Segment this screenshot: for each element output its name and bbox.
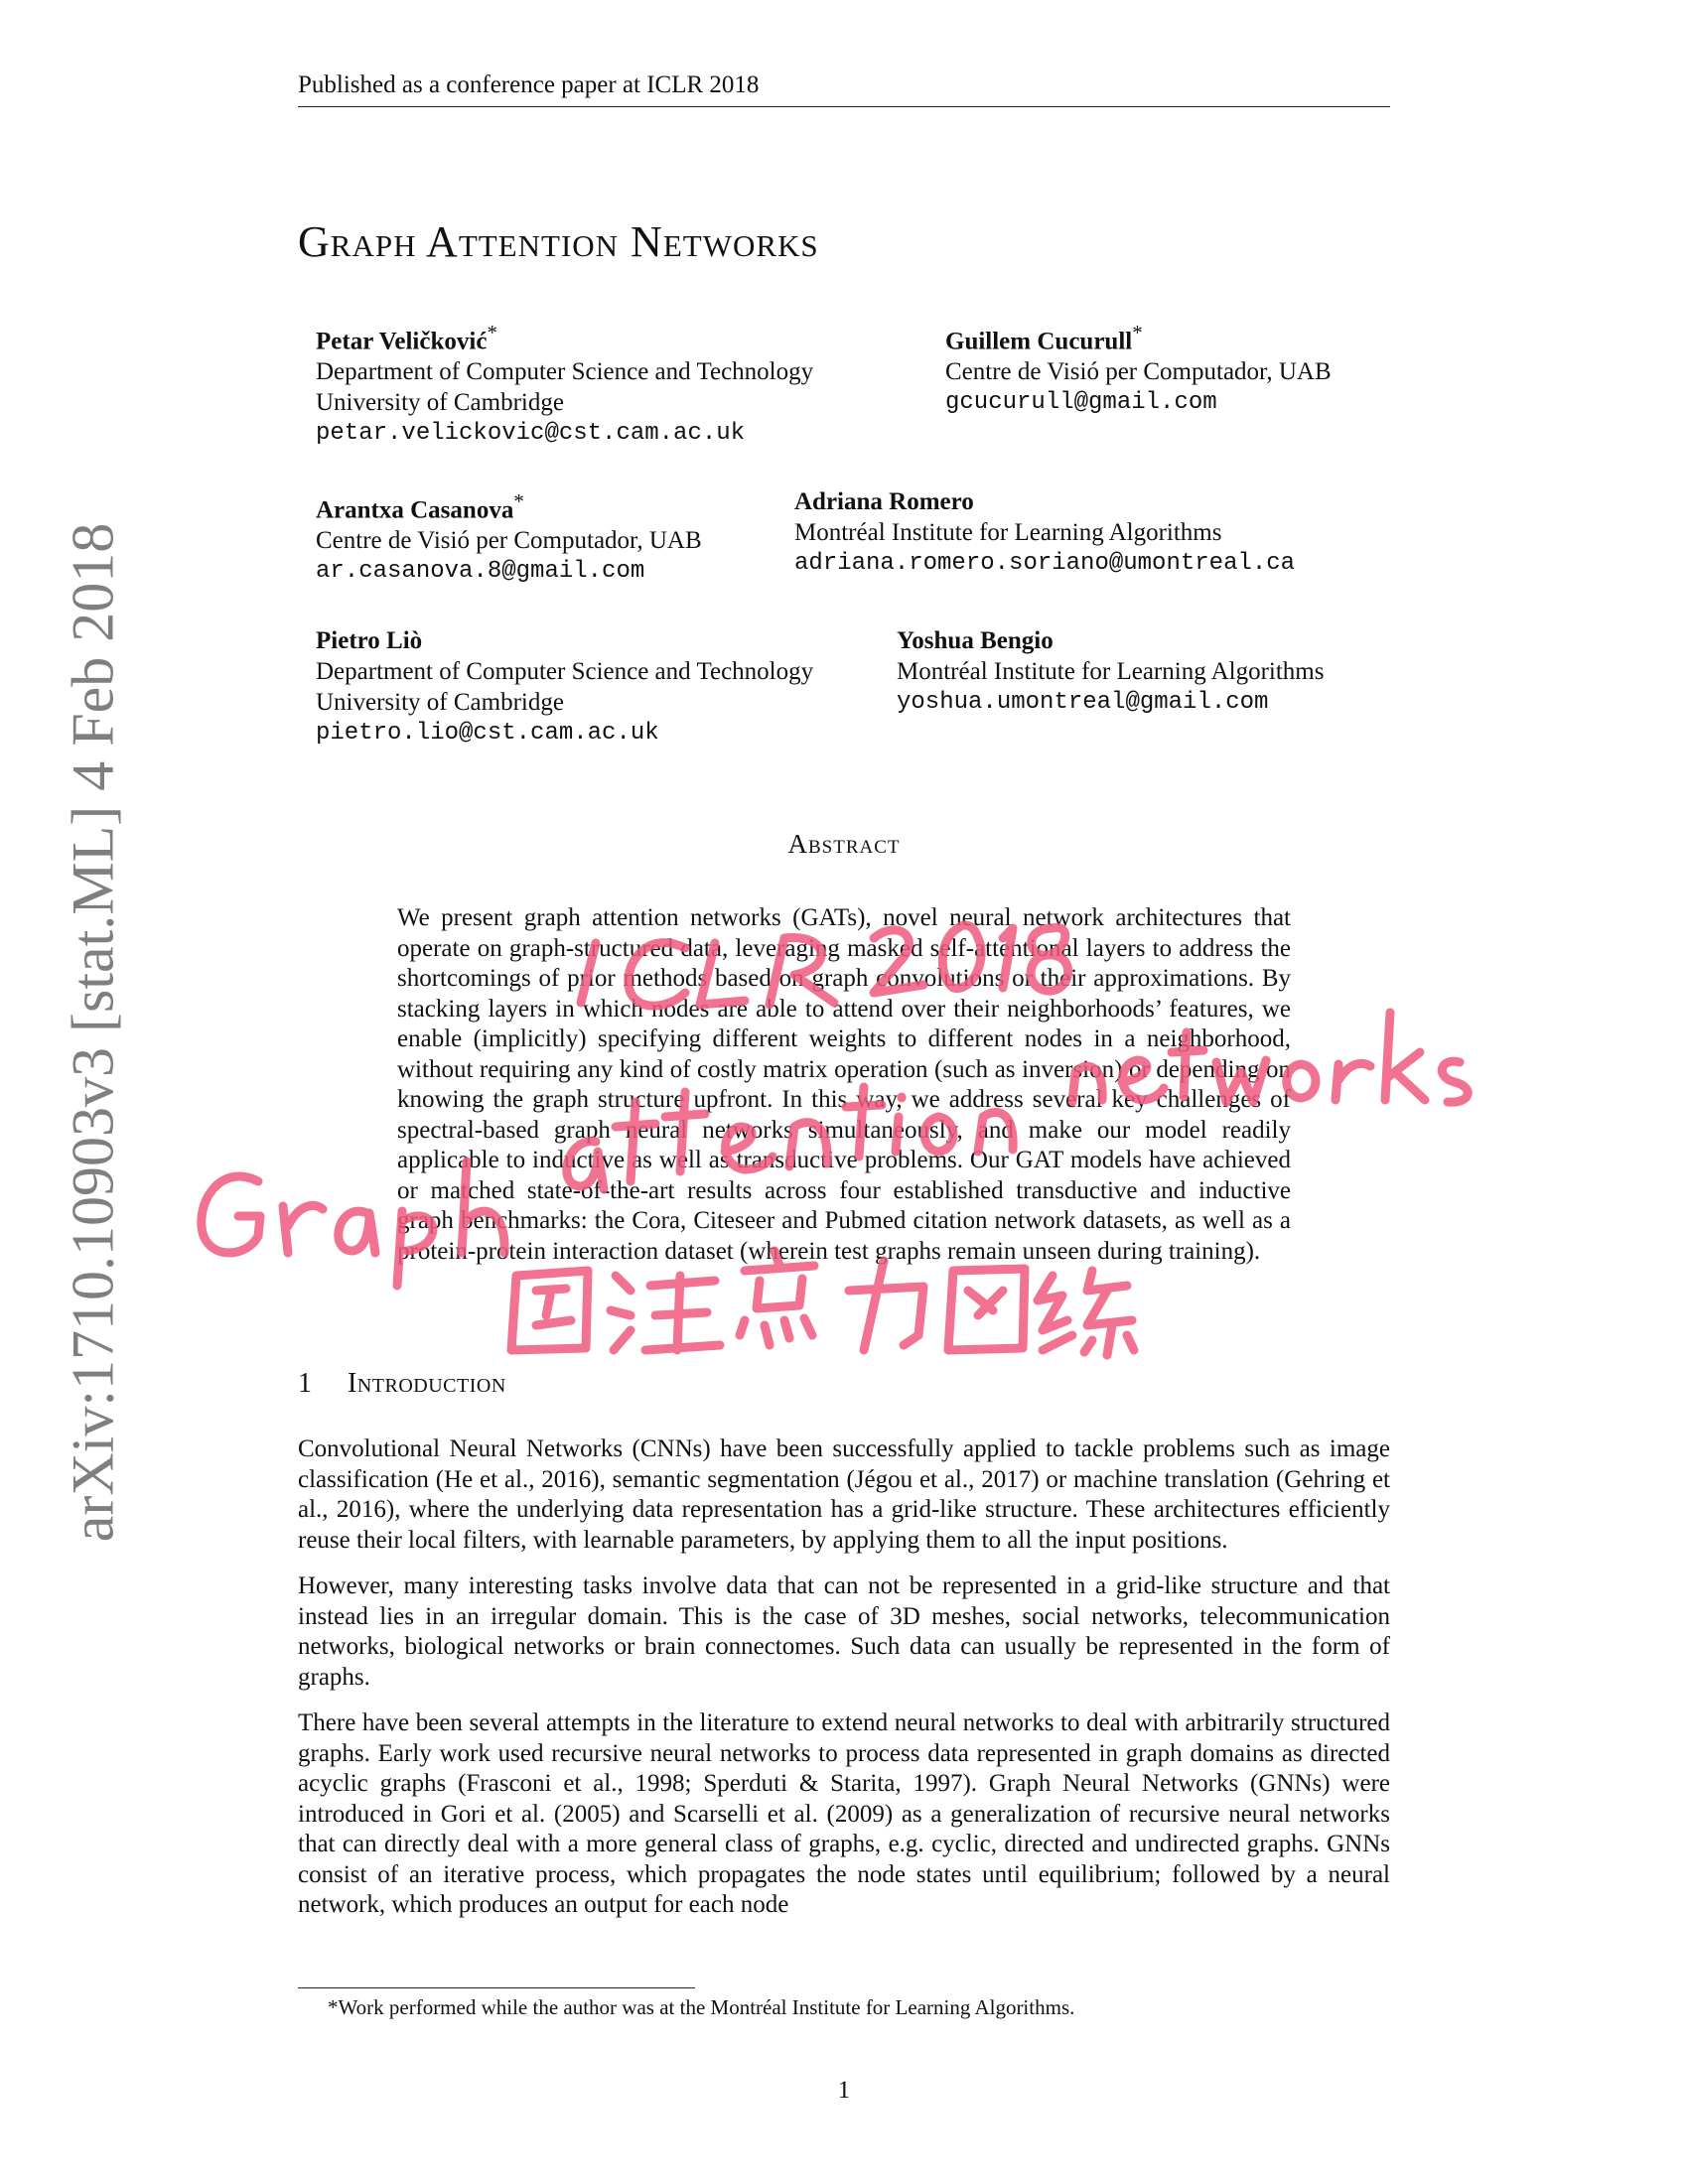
abstract-text: We present graph attention networks (GATs), novel neural network architectures that operate on graph-structured data, leveraging masked self-attentional layers to address the shortcomings of prior methods based on graph convolutions or their approximations. By stacking layers in which nodes are able to attend over their neighborhoods’ features, we enable (implicitly) specifying different weights to different nodes in a neighborhood, without requiring any kind of costly matrix operation (such as inversion) or depending on knowing the graph structure upfront. In this way, we address several key challenges of spectral-based graph neural networks simultaneously, and make our model readily applicable to inductive as well as transductive problems. Our GAT models have achieved or matched state-of-the-art results across four established transductive and inductive graph benchmarks: the Cora, Citeseer and Pubmed citation network datasets, as well as a protein-protein interaction dataset (wherein test graphs remain unseen during training). <box>397 904 1291 1265</box>
author-affiliation: Department of Computer Science and Technology <box>316 358 814 386</box>
author-affiliation: Montréal Institute for Learning Algorithms <box>794 519 1222 546</box>
section-title: Introduction <box>348 1368 506 1399</box>
paragraph: Convolutional Neural Networks (CNNs) have been successfully applied to tackle problems such as image classification (He et al., 2016), semantic segmentation (Jégou et al., 2017) or machine translation (Gehring et al., 2016), where the underlying data representation has a grid-like structure. These architectures efficiently reuse their local filters, with learnable parameters, by applying them to all the input positions. <box>298 1435 1390 1554</box>
author-block-2 <box>945 318 1332 418</box>
author-block-3 <box>316 486 702 587</box>
author-name: Arantxa Casanova <box>316 496 514 524</box>
author-name: Adriana Romero <box>794 488 974 515</box>
header-rule <box>298 106 1390 107</box>
author-name: Yoshua Bengio <box>897 627 1054 654</box>
author-email[interactable]: adriana.romero.soriano@umontreal.ca <box>794 550 1296 577</box>
abstract-heading: Abstract <box>787 829 901 859</box>
author-affiliation: Montréal Institute for Learning Algorithms <box>897 658 1325 685</box>
author-block-5 <box>316 625 813 749</box>
author-name: Guillem Cucurull <box>945 328 1133 355</box>
author-block-1 <box>316 318 813 449</box>
footnote-rule <box>298 1987 695 1988</box>
paragraph: There have been several attempts in the literature to extend neural networks to deal with arbitrarily structured graphs. Early work used recursive neural networks to process data represented in graph domains as directed acyclic graphs (Frasconi et al., 1998; Sperduti & Starita, 1997). Graph Neural Networks (GNNs) were introduced in Gori et al. (2005) and Scarselli et al. (2009) as a generalization of recursive neural networks that can directly deal with a more general class of graphs, e.g. cyclic, directed and undirected graphs. GNNs consist of an iterative process, which propagates the node states until equilibrium; followed by a neural network, which produces an output for each node <box>298 1709 1390 1918</box>
author-mark: * <box>1132 321 1143 344</box>
author-institution: University of Cambridge <box>316 389 564 417</box>
section-heading <box>298 1368 506 1400</box>
author-email[interactable]: ar.casanova.8@gmail.com <box>316 558 645 586</box>
author-institution: University of Cambridge <box>316 689 564 716</box>
author-mark: * <box>487 321 497 344</box>
arxiv-stamp: arXiv:1710.10903v3 [stat.ML] 4 Feb 2018 <box>60 522 126 1543</box>
author-email[interactable]: pietro.lio@cst.cam.ac.uk <box>316 720 659 747</box>
author-email[interactable]: gcucurull@gmail.com <box>945 389 1217 417</box>
author-mark: * <box>513 489 524 513</box>
author-email[interactable]: petar.velickovic@cst.cam.ac.uk <box>316 420 746 448</box>
intro-body <box>298 1434 1390 1937</box>
author-email[interactable]: yoshua.umontreal@gmail.com <box>897 689 1269 716</box>
page-number: 1 <box>837 2077 851 2104</box>
author-affiliation: Department of Computer Science and Technology <box>316 658 814 685</box>
footnote: *Work performed while the author was at the Montréal Institute for Learning Algorithms. <box>328 1995 1075 2019</box>
paper-title: Graph Attention Networks <box>298 217 819 266</box>
author-block-6 <box>897 625 1324 718</box>
author-affiliation: Centre de Visió per Computador, UAB <box>945 358 1332 386</box>
author-block-4 <box>794 486 1295 579</box>
author-affiliation: Centre de Visió per Computador, UAB <box>316 527 702 555</box>
author-name: Pietro Liò <box>316 627 423 654</box>
running-header: Published as a conference paper at ICLR 2018 <box>298 71 760 98</box>
paragraph: However, many interesting tasks involve data that can not be represented in a grid-like structure and that instead lies in an irregular domain. This is the case of 3D meshes, social networks, telecommunication networks, biological networks or brain connectomes. Such data can usually be represented in the form of graphs. <box>298 1572 1390 1691</box>
section-number: 1 <box>298 1368 313 1399</box>
author-name: Petar Veličković <box>316 328 488 355</box>
